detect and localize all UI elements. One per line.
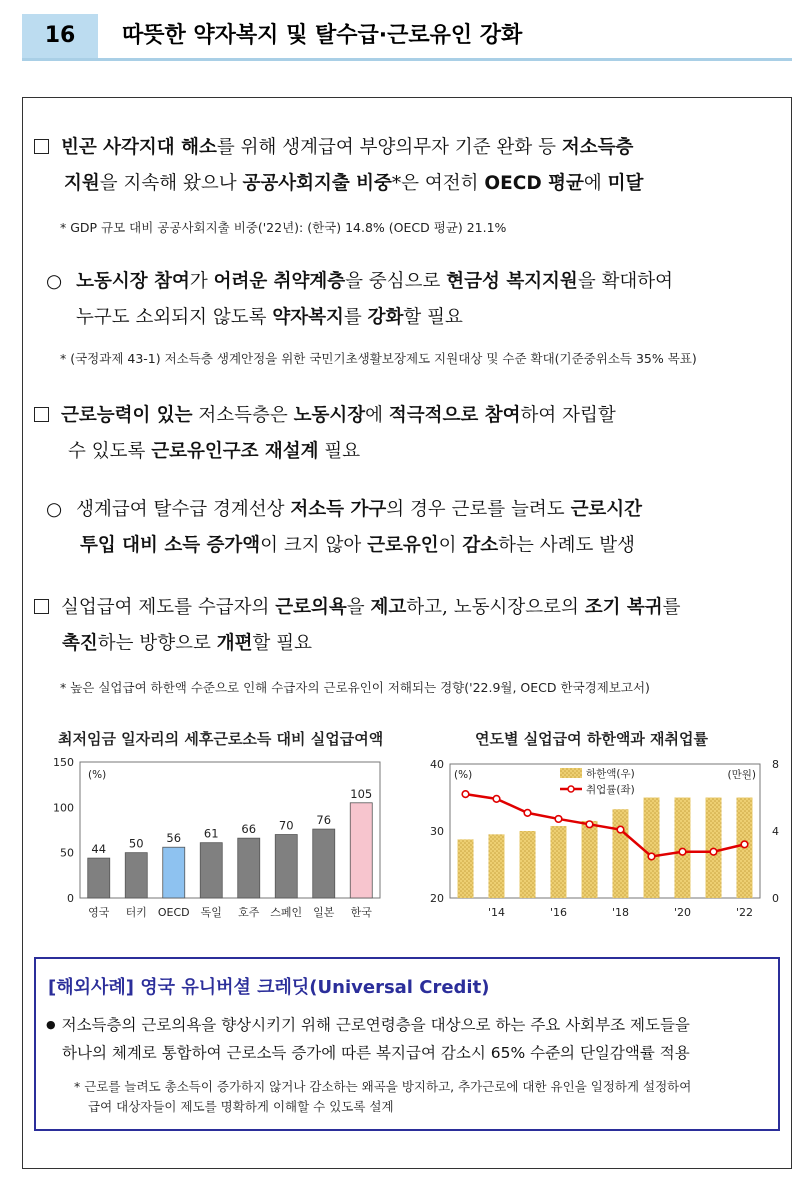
case-body xyxy=(46,1011,690,1067)
bullet-dot: ● xyxy=(46,1018,56,1031)
line-text xyxy=(61,137,633,158)
chart2-bar xyxy=(520,831,536,898)
chart1-bar xyxy=(313,829,335,898)
chart2-x-tick-label: '16 xyxy=(549,906,568,919)
body-text: 의 경우 근로를 늘려도 xyxy=(386,499,571,520)
emphasis-text: 약자복지 xyxy=(272,307,344,328)
line-text xyxy=(80,535,635,556)
case-note-line: * 근로를 늘려도 총소득이 증가하지 않거나 감소하는 왜곡을 방지하고, 추가근로에 대한 유인을 일정하게 설정하여 xyxy=(74,1079,692,1094)
body-text: 실업급여 제도를 수급자의 xyxy=(61,597,276,618)
emphasis-text: 현금성 복지지원 xyxy=(446,271,578,292)
emphasis-text: 적극적으로 참여 xyxy=(388,405,521,426)
chart1-x-tick-label: 독일 xyxy=(200,906,222,919)
paragraph-welfare xyxy=(46,264,673,336)
paragraph-unemployment-benefit xyxy=(34,590,681,662)
body-text: 에 xyxy=(365,405,389,426)
footnote-social-spending: * GDP 규모 대비 공공사회지출 비중('22년): (한국) 14.8% (OECD 평균) 21.1% xyxy=(60,220,507,235)
chart1-x-tick-label: 호주 xyxy=(238,906,260,919)
line-text xyxy=(62,633,312,654)
chart1-bar xyxy=(200,843,222,898)
section-header xyxy=(22,14,792,61)
emphasis-text: 근로의욕 xyxy=(275,597,347,618)
body-text: 를 위해 생계급여 부양의무자 기준 완화 등 xyxy=(216,137,562,158)
case-line-text: 저소득층의 근로의욕을 향상시키기 위해 근로연령층을 대상으로 하는 주요 사회부조 제도들을 xyxy=(61,1016,690,1034)
body-text: 하고, 노동시장으로의 xyxy=(406,597,585,618)
body-text: 하는 방향으로 xyxy=(97,633,217,654)
paragraph-line xyxy=(34,590,681,626)
body-text: 에 xyxy=(583,173,608,194)
chart1-data-label: 44 xyxy=(91,842,107,857)
chart1-data-label: 76 xyxy=(316,813,332,828)
chart2-line-point xyxy=(679,848,686,855)
body-text: 을 지속해 왔으나 xyxy=(99,173,243,194)
chart2-x-tick-label: '20 xyxy=(673,906,692,919)
chart1-title: 최저임금 일자리의 세후근로소득 대비 실업급여액 xyxy=(58,730,384,748)
paragraph-boundary-households xyxy=(46,492,642,564)
chart2-left-tick-label: 30 xyxy=(430,825,444,838)
body-text: 하는 사례도 발생 xyxy=(498,535,636,556)
circle-bullet: ○ xyxy=(46,271,63,292)
emphasis-text: 제고 xyxy=(370,597,407,618)
paragraph-line xyxy=(46,528,642,564)
chart2-line-point xyxy=(710,848,717,855)
square-bullet-icon xyxy=(34,139,49,154)
chart2-legend-marker xyxy=(568,786,574,792)
emphasis-text: OECD 평균 xyxy=(484,173,584,194)
chart2-line-point xyxy=(493,796,500,803)
chart1-y-tick-label: 0 xyxy=(67,892,74,905)
emphasis-text: 조기 복귀 xyxy=(584,597,663,618)
chart1-data-label: 61 xyxy=(203,826,219,841)
chart2-right-tick-label: 4 xyxy=(772,825,779,838)
chart2-left-tick-label: 20 xyxy=(430,892,444,905)
chart2-legend-swatch-bar xyxy=(560,768,582,778)
emphasis-text: 근로유인 xyxy=(367,535,439,556)
body-text: 을 확대하여 xyxy=(577,271,674,292)
chart2-line-point xyxy=(648,853,655,860)
chart2-title: 연도별 실업급여 하한액과 재취업률 xyxy=(475,730,709,748)
chart2-bar xyxy=(582,821,598,898)
body-text: 가 xyxy=(189,271,214,292)
chart1-data-label: 66 xyxy=(241,822,257,837)
line-text xyxy=(76,499,642,520)
chart2-x-tick-label: '18 xyxy=(611,906,630,919)
case-note-line: 급여 대상자들이 제도를 명확하게 이해할 수 있도록 설계 xyxy=(88,1099,394,1114)
body-text: 생계급여 탈수급 경계선상 xyxy=(76,499,291,520)
section-title: 따뜻한 약자복지 및 탈수급·근로유인 강화 xyxy=(122,23,523,48)
chart1-bar-chart xyxy=(40,754,390,926)
case-line-text: 하나의 체계로 통합하여 근로소득 증가에 따른 복지급여 감소시 65% 수준의 단일감액률 적용 xyxy=(62,1044,690,1062)
paragraph-line xyxy=(34,434,616,470)
chart2-line-point xyxy=(741,841,748,848)
square-bullet-icon xyxy=(34,599,49,614)
body-text: 을 xyxy=(346,597,371,618)
chart2-bar xyxy=(551,826,567,898)
chart1-x-tick-label: 스페인 xyxy=(270,906,303,919)
paragraph-line xyxy=(46,300,673,336)
chart1-bar xyxy=(88,858,110,898)
body-text: 수 있도록 xyxy=(68,441,152,462)
chart2-x-tick-label: '14 xyxy=(487,906,506,919)
body-text: 하여 자립할 xyxy=(520,405,616,426)
emphasis-text: 노동시장 xyxy=(293,405,366,426)
case-footnote xyxy=(74,1077,691,1117)
chart2-line-point xyxy=(462,791,469,798)
chart2-bar xyxy=(613,809,629,898)
paragraph-poverty xyxy=(34,130,643,202)
chart2-right-tick-label: 0 xyxy=(772,892,779,905)
chart1-x-tick-label: OECD xyxy=(157,906,190,919)
chart2-bar xyxy=(458,839,474,898)
chart1-bar xyxy=(163,847,185,898)
line-text xyxy=(61,597,681,618)
emphasis-text: 근로유인구조 재설계 xyxy=(151,441,319,462)
circle-bullet: ○ xyxy=(46,499,63,520)
chart1-x-tick-label: 영국 xyxy=(88,906,110,919)
body-text: 이 xyxy=(438,535,463,556)
emphasis-text: 저소득 가구 xyxy=(290,499,387,520)
emphasis-text: 저소득층 xyxy=(561,137,634,158)
chart1-bar xyxy=(125,853,147,898)
chart2-right-tick-label: 8 xyxy=(772,758,779,771)
emphasis-text: 개편 xyxy=(216,633,253,654)
case-line xyxy=(46,1011,690,1039)
body-text: 를 xyxy=(343,307,368,328)
line-text xyxy=(61,405,616,426)
body-text: 누구도 소외되지 않도록 xyxy=(76,307,273,328)
paragraph-line xyxy=(34,166,643,202)
body-text: 필요 xyxy=(318,441,361,462)
body-text: 할 필요 xyxy=(252,633,312,654)
chart1-y-tick-label: 100 xyxy=(53,801,74,815)
body-text: 을 중심으로 xyxy=(345,271,447,292)
line-text xyxy=(64,173,643,194)
footnote-oecd-report: * 높은 실업급여 하한액 수준으로 인해 수급자의 근로유인이 저해되는 경향('22.9월, OECD 한국경제보고서) xyxy=(60,680,650,695)
chart1-data-label: 50 xyxy=(128,836,144,851)
section-number: 16 xyxy=(22,14,98,58)
emphasis-text: 노동시장 참여 xyxy=(76,271,190,292)
paragraph-line xyxy=(46,264,673,300)
paragraph-line xyxy=(34,398,616,434)
paragraph-line xyxy=(34,130,643,166)
emphasis-text: 어려운 취약계층 xyxy=(213,271,346,292)
body-text: 저소득층은 xyxy=(192,405,294,426)
body-text: *은 여전히 xyxy=(391,173,485,194)
overseas-case-box xyxy=(34,957,780,1131)
chart2-line-point xyxy=(586,821,593,828)
line-text xyxy=(76,271,673,292)
case-line xyxy=(46,1039,690,1067)
square-bullet-icon xyxy=(34,407,49,422)
emphasis-text: 근로시간 xyxy=(570,499,643,520)
chart1-bar xyxy=(350,803,372,898)
paragraph-work-incentive xyxy=(34,398,616,470)
chart2-left-tick-label: 40 xyxy=(430,758,444,771)
chart2-legend-label: 취업률(좌) xyxy=(586,784,635,796)
case-title: [해외사례] 영국 유니버셜 크레딧(Universal Credit) xyxy=(48,977,490,998)
chart2-line-point xyxy=(524,810,531,817)
chart2-bar xyxy=(489,834,505,898)
emphasis-text: 지원 xyxy=(64,173,100,194)
chart1-x-tick-label: 터키 xyxy=(125,906,147,919)
chart1-data-label: 56 xyxy=(166,831,182,846)
emphasis-text: 감소 xyxy=(462,535,499,556)
chart1-x-tick-label: 한국 xyxy=(350,906,372,919)
emphasis-text: 빈곤 사각지대 해소 xyxy=(61,137,217,158)
chart1-unit-label: (%) xyxy=(88,769,107,781)
paragraph-line xyxy=(46,492,642,528)
chart2-combo-chart xyxy=(420,754,788,926)
chart2-legend-label: 하한액(우) xyxy=(586,768,635,780)
chart2-left-unit: (%) xyxy=(454,769,473,781)
chart1-x-tick-label: 일본 xyxy=(313,906,335,919)
chart1-data-label: 105 xyxy=(350,786,373,801)
chart2-line-point xyxy=(617,826,624,833)
body-text: 할 필요 xyxy=(403,307,463,328)
emphasis-text: 투입 대비 소득 증가액 xyxy=(80,535,261,556)
line-text xyxy=(68,441,360,462)
footnote-national-task: * (국정과제 43-1) 저소득층 생계안정을 위한 국민기초생활보장제도 지원대상 및 수준 확대(기준중위소득 35% 목표) xyxy=(60,351,697,366)
body-text: 이 크지 않아 xyxy=(260,535,368,556)
body-text: 를 xyxy=(662,597,681,618)
emphasis-text: 촉진 xyxy=(62,633,98,654)
chart1-y-tick-label: 150 xyxy=(53,756,74,769)
emphasis-text: 미달 xyxy=(607,173,644,194)
chart1-y-tick-label: 50 xyxy=(60,846,74,860)
chart2-right-unit: (만원) xyxy=(727,769,756,781)
emphasis-text: 강화 xyxy=(367,307,404,328)
line-text xyxy=(76,307,463,328)
chart1-data-label: 70 xyxy=(278,818,294,833)
paragraph-line xyxy=(34,626,681,662)
chart2-bar xyxy=(644,798,660,899)
chart1-bar xyxy=(238,838,260,898)
emphasis-text: 근로능력이 있는 xyxy=(61,405,193,426)
chart2-x-tick-label: '22 xyxy=(735,906,754,919)
chart2-line-point xyxy=(555,816,562,823)
emphasis-text: 공공사회지출 비중 xyxy=(242,173,392,194)
chart1-bar xyxy=(275,835,297,898)
